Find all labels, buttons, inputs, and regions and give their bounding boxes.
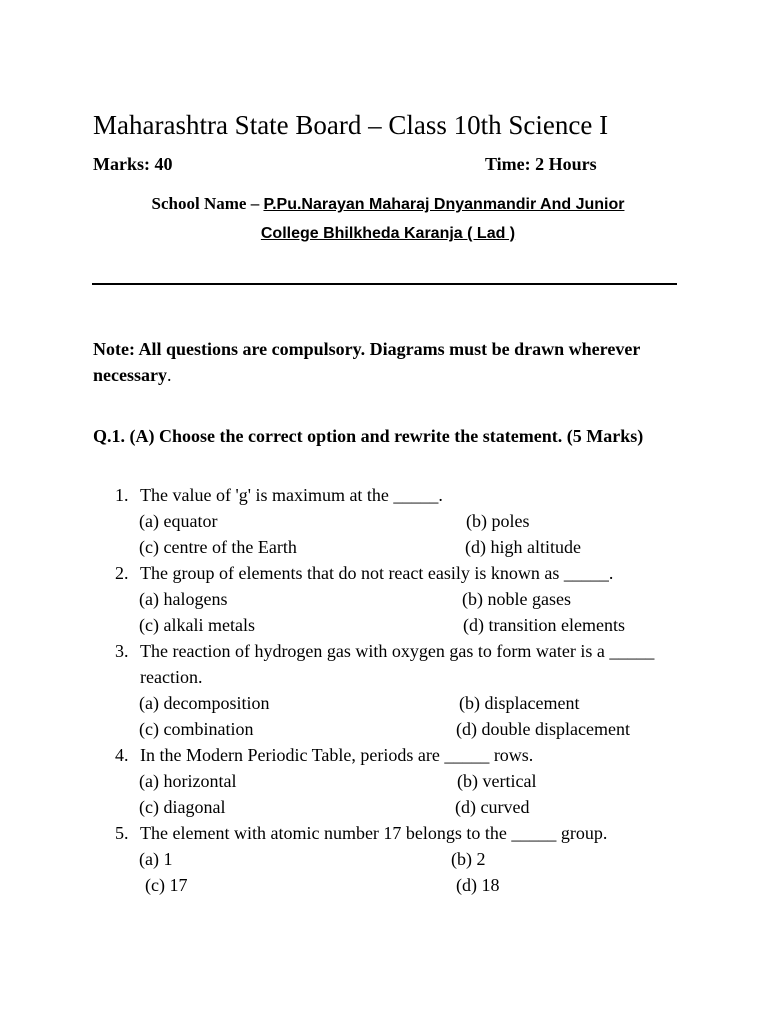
- option-b: (b) noble gases: [462, 589, 571, 609]
- option-row: [93, 768, 693, 794]
- option-row: [93, 794, 693, 820]
- school-name-label: School Name –: [151, 194, 260, 213]
- option-row: [93, 846, 693, 872]
- question-item: [93, 820, 693, 898]
- option-row: [93, 872, 693, 898]
- instructions-note: [93, 336, 677, 388]
- option-row: [93, 586, 693, 612]
- option-d: (d) high altitude: [465, 537, 581, 557]
- option-d: (d) double displacement: [456, 719, 630, 739]
- school-line-2: [92, 219, 684, 248]
- question-number: 4.: [115, 745, 129, 765]
- option-a: (a) horizontal: [139, 771, 237, 791]
- option-row: [93, 508, 693, 534]
- option-b: (b) poles: [466, 511, 530, 531]
- question-list: [93, 482, 693, 898]
- option-c: (c) alkali metals: [139, 615, 255, 635]
- section-heading: Q.1. (A) Choose the correct option and rewrite the statement. (5 Marks): [93, 426, 644, 446]
- question-item: [93, 560, 693, 638]
- option-row: [93, 716, 693, 742]
- question-text: The value of 'g' is maximum at the _____.: [140, 485, 443, 505]
- time-allowed: Time: 2 Hours: [485, 154, 597, 174]
- option-a: (a) 1: [139, 849, 173, 869]
- school-line-1: [92, 190, 684, 219]
- question-text: The group of elements that do not react easily is known as _____.: [140, 563, 614, 583]
- question-text: In the Modern Periodic Table, periods are _____ rows.: [140, 745, 534, 765]
- option-a: (a) halogens: [139, 589, 228, 609]
- question-number: 1.: [115, 485, 129, 505]
- option-c: (c) 17: [145, 875, 188, 895]
- option-d: (d) 18: [456, 875, 500, 895]
- option-c: (c) diagonal: [139, 797, 226, 817]
- note-text: Note: All questions are compulsory. Diagrams must be drawn wherever necessary: [93, 339, 640, 385]
- header-divider: [92, 283, 677, 285]
- question-item: [93, 482, 693, 560]
- question-text: The reaction of hydrogen gas with oxygen gas to form water is a _____ reaction.: [140, 641, 655, 687]
- school-name-line-2: College Bhilkheda Karanja ( Lad ): [260, 225, 516, 242]
- option-row: [93, 534, 693, 560]
- option-row: [93, 612, 693, 638]
- school-name-block: [92, 190, 684, 248]
- question-item: [93, 638, 693, 742]
- option-d: (d) curved: [455, 797, 530, 817]
- option-b: (b) 2: [451, 849, 486, 869]
- option-row: [93, 690, 693, 716]
- option-b: (b) displacement: [459, 693, 580, 713]
- question-number: 3.: [115, 641, 129, 661]
- question-number: 5.: [115, 823, 129, 843]
- question-item: [93, 742, 693, 820]
- option-d: (d) transition elements: [463, 615, 625, 635]
- total-marks: Marks: 40: [93, 154, 173, 174]
- note-period: .: [166, 365, 172, 385]
- school-name-line-1: P.Pu.Narayan Maharaj Dnyanmandir And Junior: [263, 196, 625, 213]
- question-text: The element with atomic number 17 belongs to the _____ group.: [140, 823, 608, 843]
- paper-title: Maharashtra State Board – Class 10th Science I: [93, 110, 609, 140]
- option-c: (c) combination: [139, 719, 254, 739]
- option-c: (c) centre of the Earth: [139, 537, 297, 557]
- option-a: (a) equator: [139, 511, 218, 531]
- option-a: (a) decomposition: [139, 693, 270, 713]
- question-number: 2.: [115, 563, 129, 583]
- option-b: (b) vertical: [457, 771, 537, 791]
